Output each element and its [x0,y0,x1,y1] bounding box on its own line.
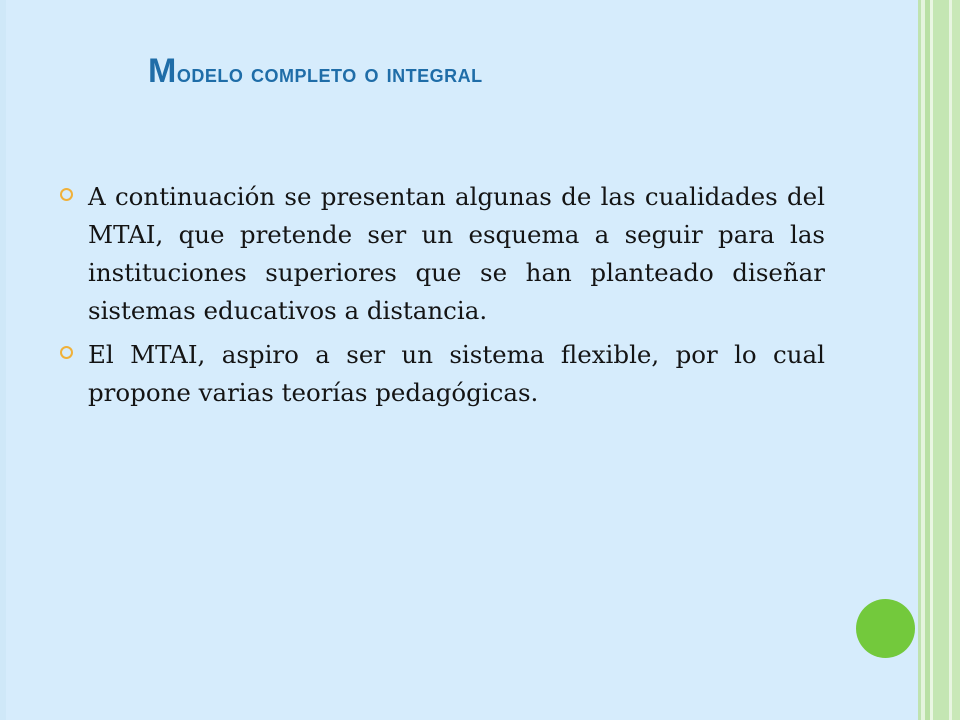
bullet-text: El MTAI, aspiro a ser un sistema flexible, por lo cual propone varias teorías pedagógicas. [88,340,825,407]
slide-title-rest: odelo completo o integral [176,58,483,88]
bullet-circle-icon [60,346,73,359]
green-circle-icon [856,599,915,658]
bullet-item [60,178,825,330]
side-stripe [933,0,949,720]
left-edge-strip [0,0,6,720]
bullet-circle-icon [60,188,73,201]
bullet-item [60,336,825,412]
slide-title-initial: M [148,52,177,90]
bullet-list [60,178,825,418]
side-stripe [952,0,960,720]
slide-title [148,52,483,91]
bullet-text: A continuación se presentan algunas de las cualidades del MTAI, que pretende ser un esquema a seguir para las instituciones superiores que se han planteado diseñar sistemas educativos a distancia. [88,182,825,325]
